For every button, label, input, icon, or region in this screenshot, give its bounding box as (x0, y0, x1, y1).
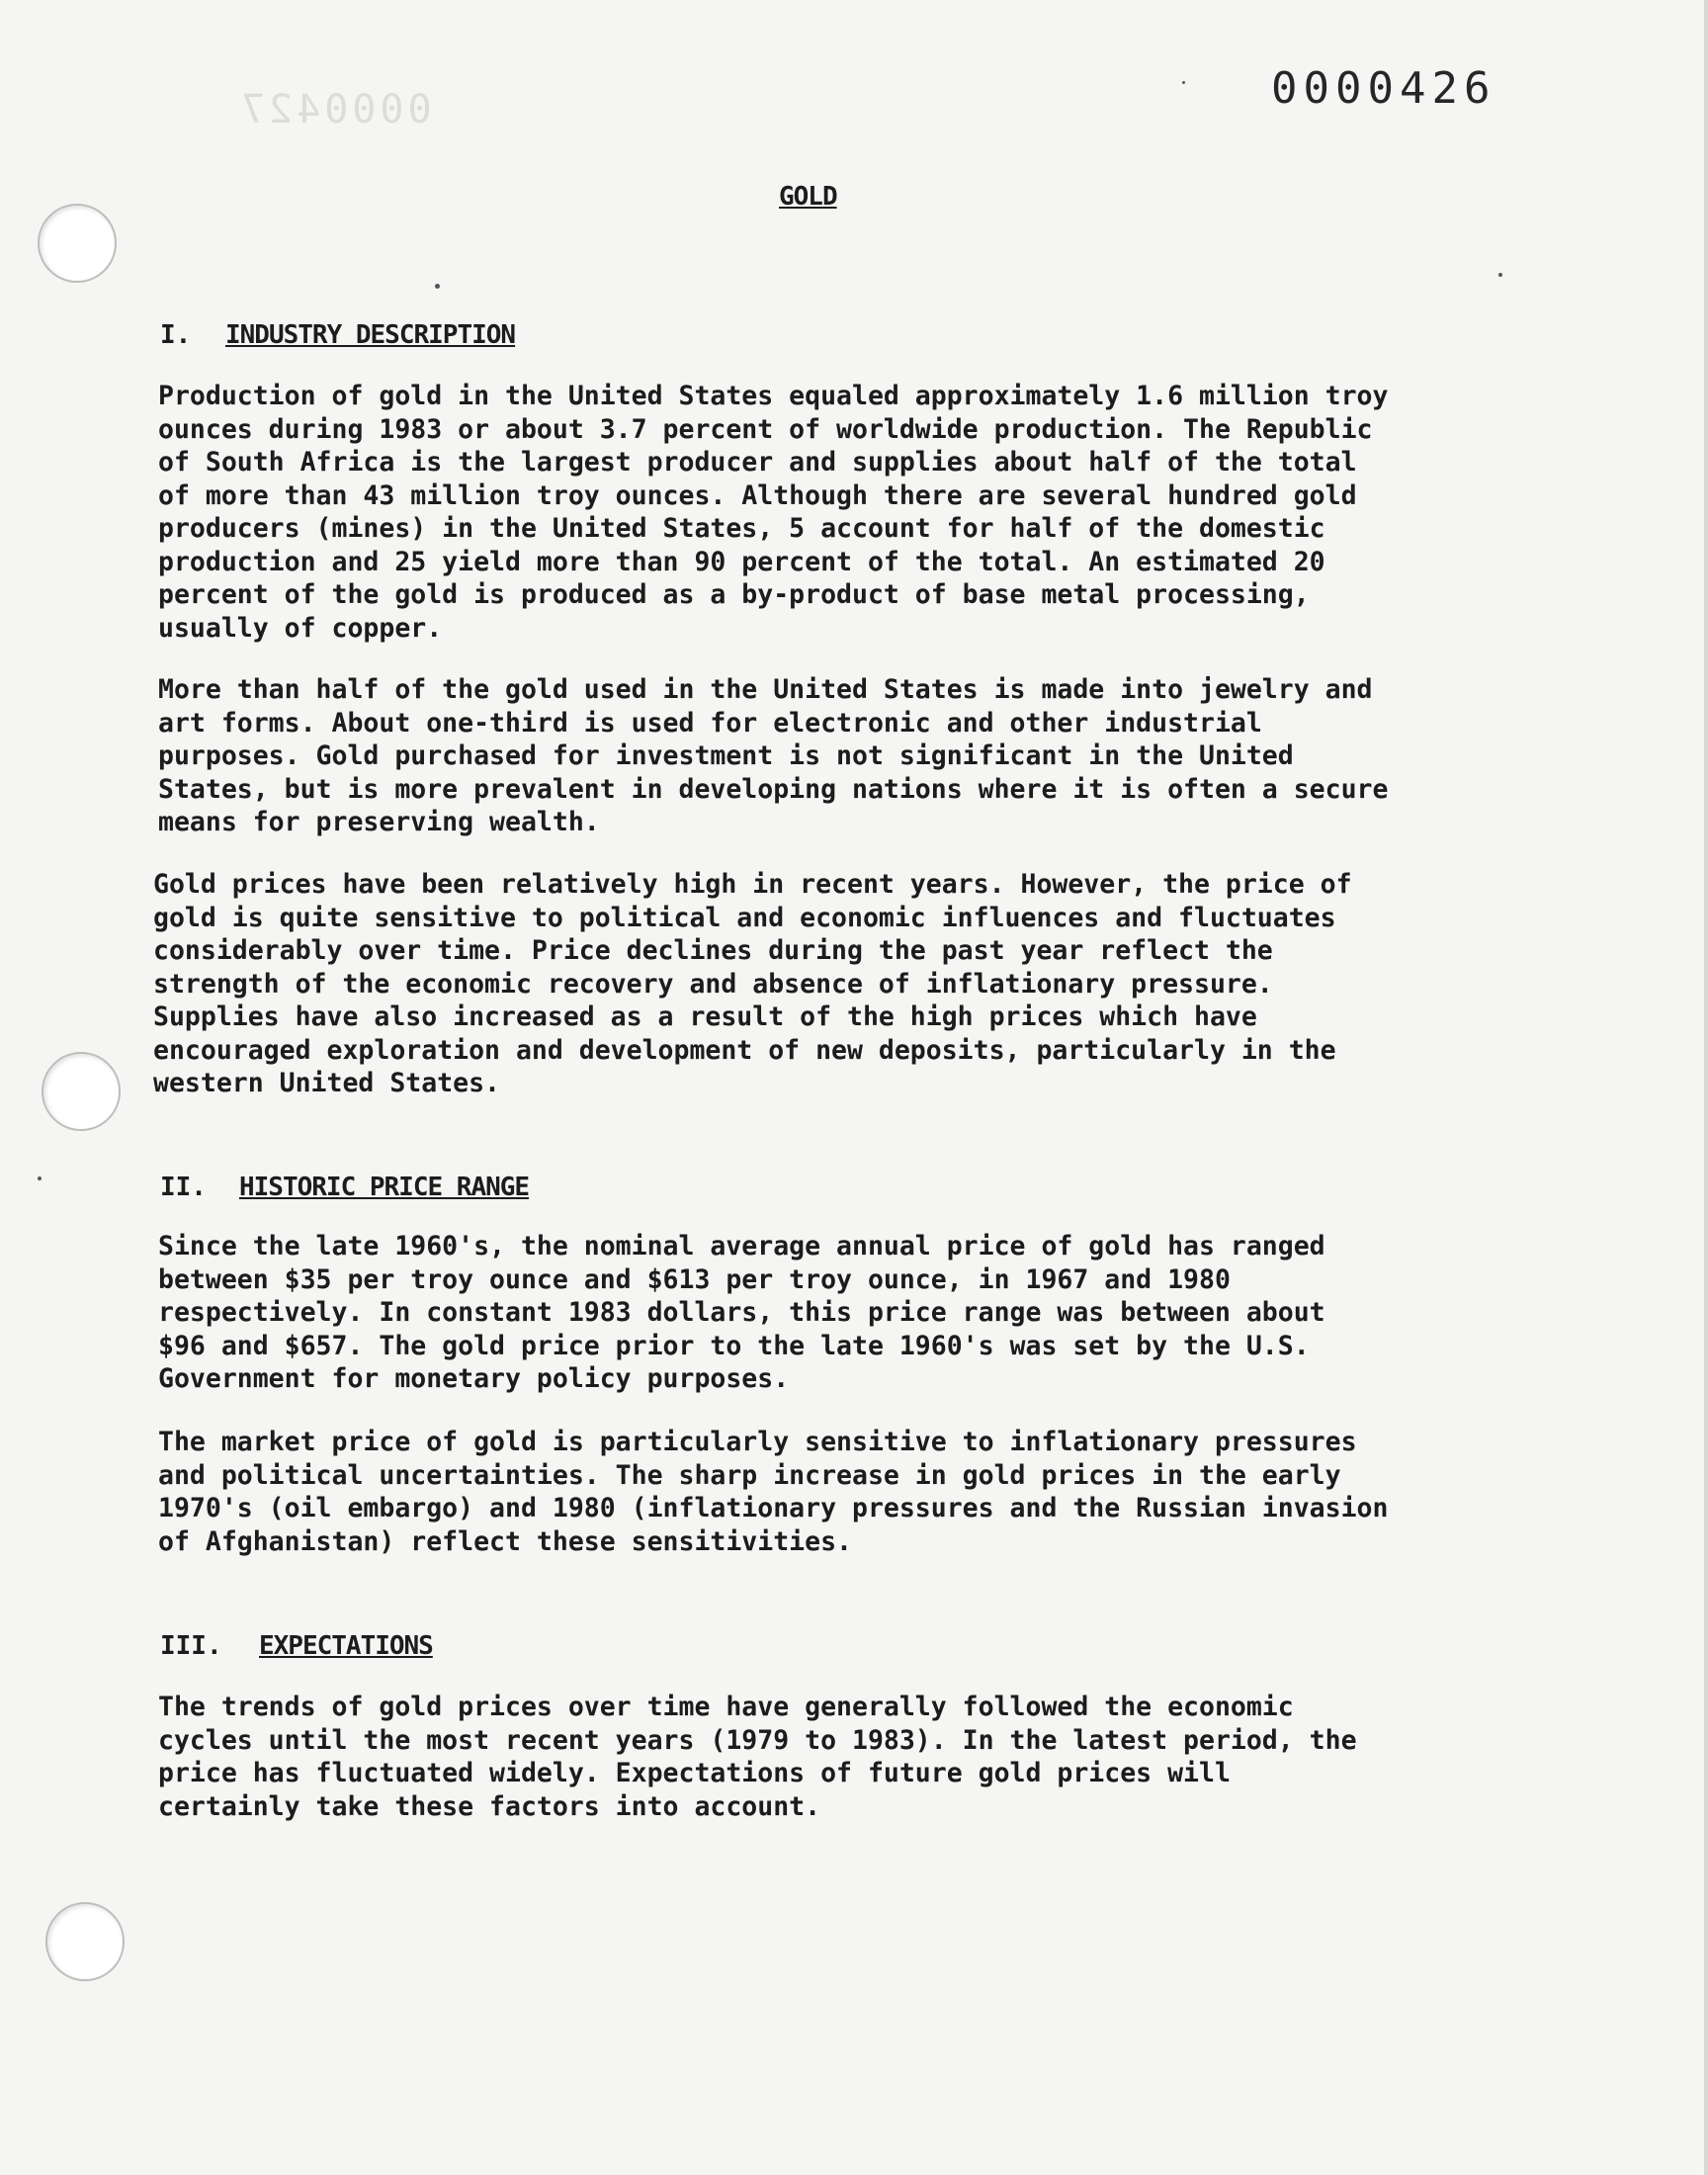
section-title: EXPECTATIONS (259, 1631, 433, 1661)
section-title: HISTORIC PRICE RANGE (239, 1173, 530, 1202)
paragraph: Since the late 1960's, the nominal average annual price of gold has ranged between $35 per troy ounce and $613 per troy ounce, in 1967 and 1980 respectively. In constant 1983 dollars, this price range was between about $96 and $657. The gold price prior to the late 1960's was set by the U.S. Government for monetary policy purposes. (158, 1231, 1325, 1394)
section-heading-expectations (160, 1631, 433, 1661)
section-number: I. (160, 320, 192, 350)
scan-speck (1182, 81, 1185, 84)
page-title: GOLD (779, 182, 837, 212)
punch-hole-top (38, 204, 117, 283)
section-number: II. (160, 1173, 207, 1202)
scan-speck (435, 284, 440, 289)
scan-speck (38, 1176, 42, 1180)
punch-hole-bottom (45, 1902, 125, 1981)
section-title: INDUSTRY DESCRIPTION (225, 320, 516, 350)
punch-hole-middle (42, 1052, 121, 1131)
paragraph: Gold prices have been relatively high in recent years. However, the price of gold is quite sensitive to political and economic influences and fluctuates considerably over time. Price declines during the past year reflect the strength of the economic recovery and absence of inflationary pressure. Supplies have also increased as a result of the high prices which have encouraged exploration and development of new deposits, particularly in the western United States. (153, 869, 1352, 1098)
paragraph: The trends of gold prices over time have generally followed the economic cycles until the most recent years (1979 to 1983). In the latest period, the price has fluctuated widely. Expectations of future gold prices will certainly take these factors into account. (158, 1692, 1357, 1822)
paragraph: Production of gold in the United States equaled approximately 1.6 million troy ounces during 1983 or about 3.7 percent of worldwide production. The Republic of South Africa is the largest producer and supplies about half of the total of more than 43 million troy ounces. Although there are several hundred gold producers (mines) in the United States, 5 account for half of the domestic production and 25 yield more than 90 percent of the total. An estimated 20 percent of the gold is produced as a by-product of base metal processing, usually of copper. (158, 381, 1389, 644)
paragraph: More than half of the gold used in the United States is made into jewelry and art forms. About one-third is used for electronic and other industrial purposes. Gold purchased for investment is not significant in the United States, but is more prevalent in developing nations where it is often a secure means for preserving wealth. (158, 674, 1389, 837)
document-id-stamp: 0000426 (1271, 63, 1496, 114)
paragraph: The market price of gold is particularly sensitive to inflationary pressures and political uncertainties. The sharp increase in gold prices in the early 1970's (oil embargo) and 1980 (inflationary pressures and the Russian invasion of Afghanistan) reflect these sensitivities. (158, 1427, 1389, 1557)
scan-speck (1498, 273, 1502, 277)
section-number: III. (160, 1631, 222, 1661)
section-heading-historic-price-range (160, 1173, 529, 1202)
section-heading-industry-description (160, 320, 515, 350)
bleed-through-document-id: 0000427 (237, 87, 432, 132)
